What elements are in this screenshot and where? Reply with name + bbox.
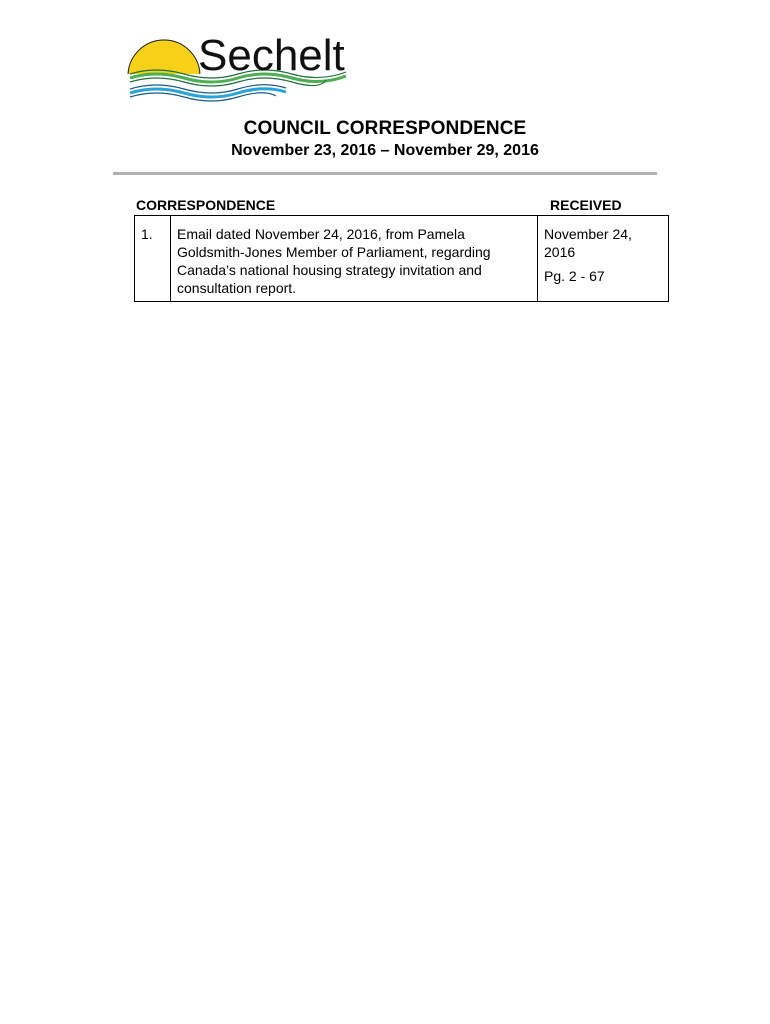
correspondence-table — [134, 215, 669, 302]
sechelt-logo — [126, 34, 366, 106]
date-range: November 23, 2016 – November 29, 2016 — [231, 142, 539, 159]
table-row — [135, 216, 669, 302]
logo-wordmark: Sechelt — [198, 34, 345, 80]
received-date: November 24, 2016 — [544, 226, 632, 260]
page-title: COUNCIL CORRESPONDENCE — [243, 118, 527, 139]
sechelt-logo-graphic — [126, 34, 366, 106]
row-description: Email dated November 24, 2016, from Pamela Goldsmith-Jones Member of Parliament, regarding Canada’s national housing strategy invitation and consultation report. — [171, 216, 538, 302]
correspondence-column-header: CORRESPONDENCE — [136, 197, 276, 213]
row-number: 1. — [135, 216, 171, 302]
header-divider — [113, 172, 657, 175]
page-range: Pg. 2 - 67 — [544, 268, 605, 284]
row-received — [538, 216, 669, 302]
received-column-header: RECEIVED — [550, 197, 622, 213]
